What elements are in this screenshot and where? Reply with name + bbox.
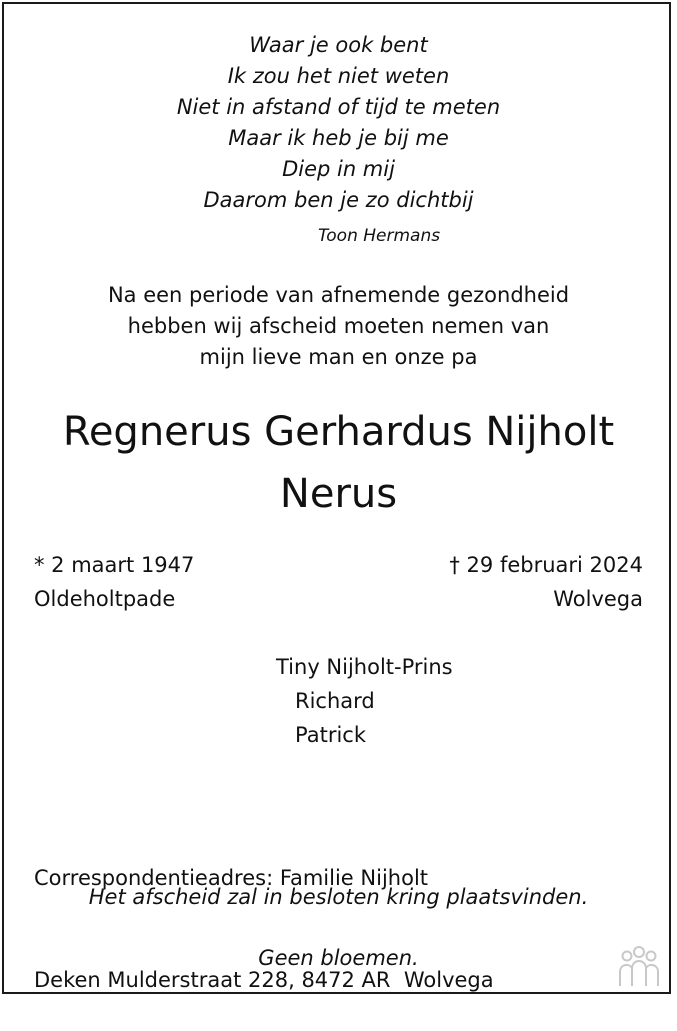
address-line: Deken Mulderstraat 228, 8472 AR Wolvega: [34, 968, 494, 992]
death-date: † 29 februari 2024: [449, 553, 643, 577]
relatives-list: [276, 650, 453, 752]
poem-line: Waar je ook bent: [249, 33, 428, 57]
flowers-note: Geen bloemen.: [258, 946, 419, 970]
people-group-icon: [616, 944, 662, 988]
birth-date: * 2 maart 1947: [34, 553, 195, 577]
birth-info: [34, 548, 194, 616]
address-line: Correspondentieadres: Familie Nijholt: [34, 866, 429, 890]
poem-line: Maar ik heb je bij me: [228, 126, 449, 150]
relative-name: Tiny Nijholt-Prins: [276, 655, 453, 679]
death-place: Wolvega: [553, 587, 643, 611]
deceased-full-name: Regnerus Gerhardus Nijholt: [62, 409, 615, 455]
poem-line: Ik zou het niet weten: [227, 64, 450, 88]
death-info: [449, 548, 643, 616]
relative-name: Patrick: [295, 723, 366, 747]
relative-name: Richard: [295, 689, 375, 713]
deceased-nickname: Nerus: [279, 471, 398, 517]
intro-line: Na een periode van afnemende gezondheid: [107, 283, 570, 307]
ceremony-note: Het afscheid zal in besloten kring plaatsvinden.: [88, 885, 589, 909]
poem: [0, 30, 677, 216]
poem-line: Daarom ben je zo dichtbij: [203, 188, 474, 212]
poem-line: Niet in afstand of tijd te meten: [176, 95, 501, 119]
poem-author: Toon Hermans: [318, 226, 441, 246]
poem-line: Diep in mij: [282, 157, 395, 181]
birth-place: Oldeholtpade: [34, 587, 176, 611]
intro-text: [0, 280, 677, 373]
intro-line: hebben wij afscheid moeten nemen van: [127, 314, 550, 338]
correspondence-address: [34, 793, 494, 1031]
intro-line: mijn lieve man en onze pa: [199, 345, 478, 369]
